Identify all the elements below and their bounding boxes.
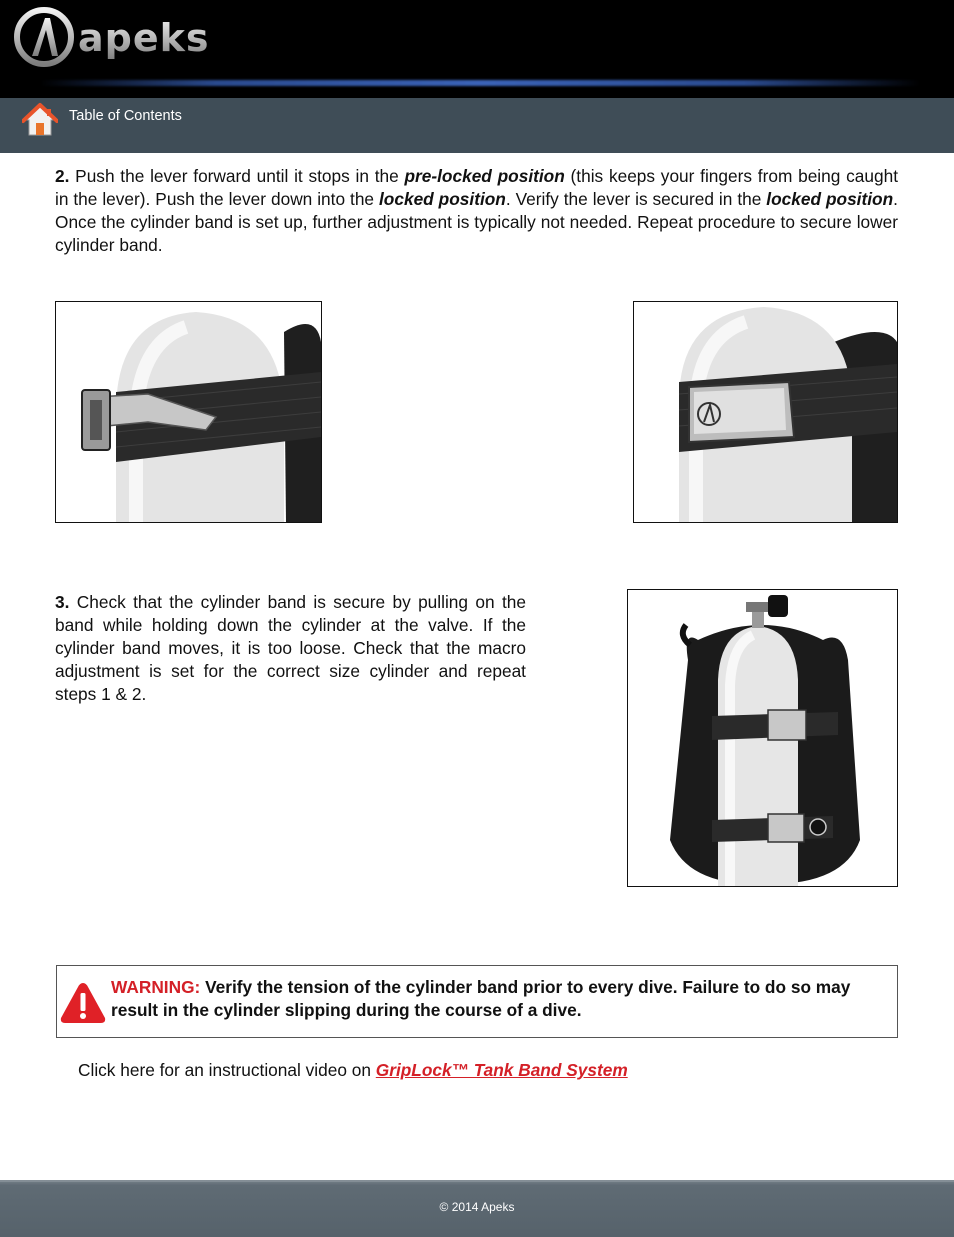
step-2-text-2: (this keeps your fingers from being caught in the lever). Push the lever down into the: [55, 166, 898, 209]
apeks-logo: [12, 6, 252, 68]
warning-message: Verify the tension of the cylinder band prior to every dive. Failure to do so may result in the cylinder slipping during the course of a dive.: [111, 977, 851, 1020]
griplock-video-link[interactable]: GripLock™ Tank Band System: [375, 1060, 628, 1080]
locked-emphasis: locked position: [378, 189, 506, 209]
table-of-contents-link[interactable]: Table of Contents: [69, 108, 182, 124]
locked-emphasis-2: locked position: [766, 189, 894, 209]
warning-triangle-icon: [59, 980, 107, 1026]
step-3-paragraph: [55, 591, 526, 706]
pre-locked-photo: [55, 301, 322, 523]
step-2-text-3: . Verify the lever is secured in the: [505, 189, 767, 209]
warning-label: WARNING:: [111, 977, 201, 997]
step-2-text-1: Push the lever forward until it stops in the: [69, 166, 405, 186]
step-2-paragraph: [55, 165, 898, 257]
cylinder-bcd-photo: [627, 589, 898, 887]
step-3-number: 3.: [55, 592, 70, 612]
video-link-line: [78, 1060, 628, 1081]
step-3-text: Check that the cylinder band is secure by pulling on the band while holding down the cylinder at the valve. If the cylinder band moves, it is too loose. Check that the macro adjustment is set for the correct size cylinder and repeat steps 1 & 2.: [55, 592, 526, 704]
nav-bar: [0, 98, 954, 153]
svg-text:apeks: apeks: [78, 16, 210, 60]
pre-locked-emphasis: pre-locked position: [404, 166, 565, 186]
home-icon[interactable]: [22, 102, 58, 138]
header-bar: [0, 0, 954, 98]
step-2-text-4: . Once the cylinder band is set up, further adjustment is typically not needed. Repeat procedure to secure lower cylinder band.: [55, 189, 898, 255]
copyright-text: © 2014 Apeks: [439, 1200, 515, 1214]
step-2-number: 2.: [55, 166, 70, 186]
video-prefix-text: Click here for an instructional video on: [78, 1060, 376, 1080]
warning-text: [111, 976, 891, 1022]
locked-photo: [633, 301, 898, 523]
warning-box: [56, 965, 898, 1038]
header-glow-line: [40, 80, 920, 86]
